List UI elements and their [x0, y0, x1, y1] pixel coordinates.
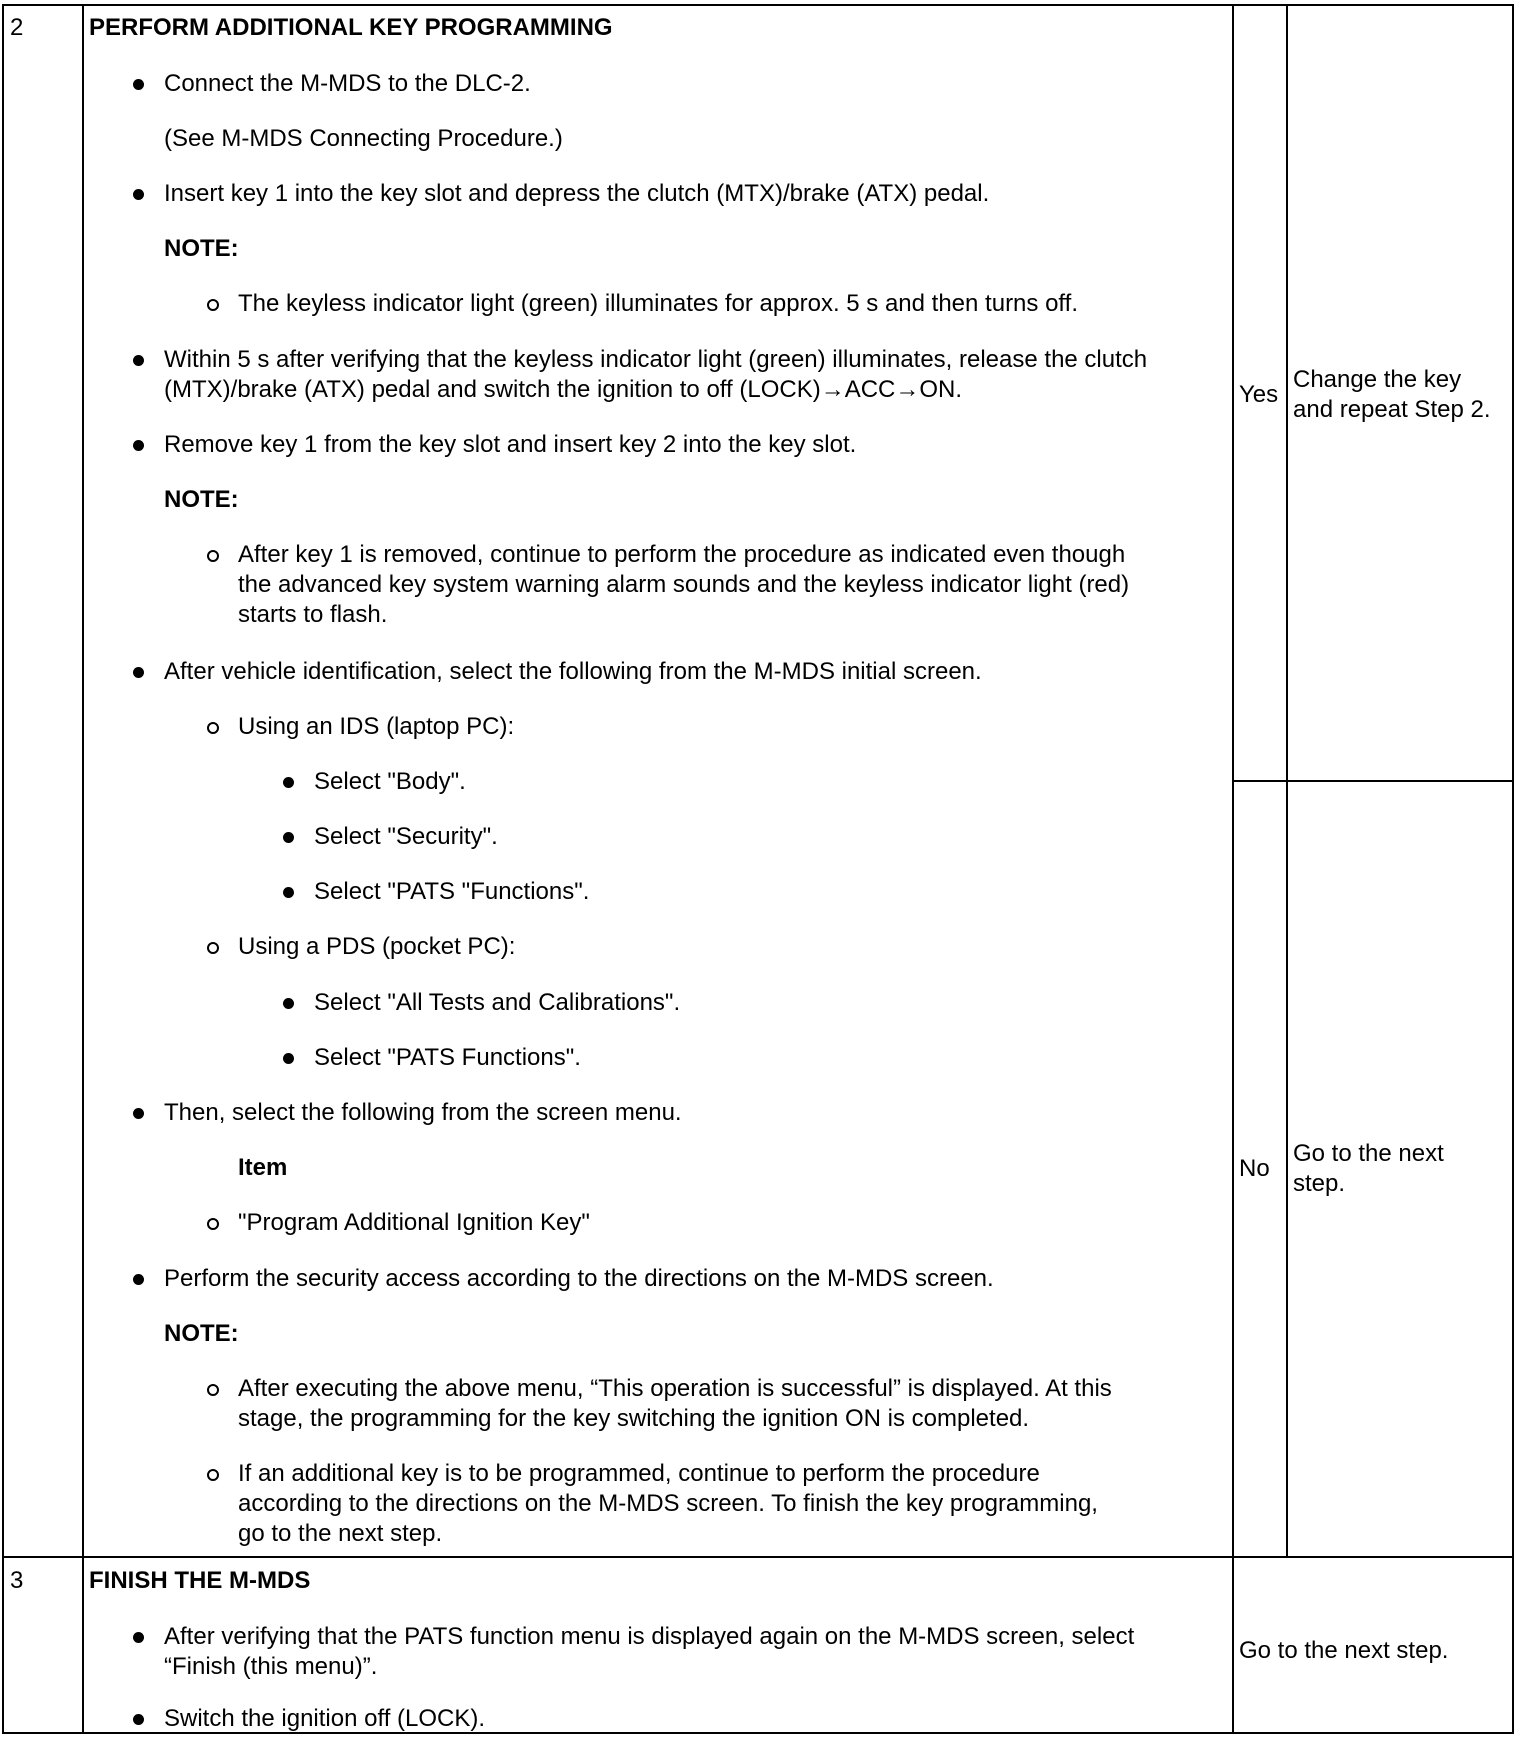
circle-bullet-icon [207, 1218, 219, 1230]
column-divider-content [1232, 4, 1234, 1734]
note-label: NOTE: [164, 1320, 239, 1347]
menu-selection-text: Select "Body". [314, 768, 466, 795]
action-text: Go to the next step. [1239, 1637, 1449, 1664]
note-text: according to the directions on the M-MDS screen. To finish the key programming, [238, 1490, 1098, 1517]
bullet-icon [283, 832, 294, 843]
menu-item-text: "Program Additional Ignition Key" [238, 1209, 590, 1236]
bullet-icon [283, 1053, 294, 1064]
instruction-text: “Finish (this menu)”. [164, 1653, 378, 1680]
item-label: Item [238, 1154, 288, 1181]
menu-selection-text: Select "Security". [314, 823, 498, 850]
note-text: starts to flash. [238, 601, 388, 628]
bullet-icon [133, 355, 144, 366]
note-text: the advanced key system warning alarm sounds and the keyless indicator light (red) [238, 571, 1130, 598]
note-text: After key 1 is removed, continue to perform the procedure as indicated even though [238, 541, 1126, 568]
instruction-text: Connect the M-MDS to the DLC-2. [164, 70, 531, 97]
column-divider-answer [1286, 4, 1288, 1557]
instruction-text: (MTX)/brake (ATX) pedal and switch the ignition to off (LOCK)→ACC→ON. [164, 376, 963, 403]
circle-bullet-icon [207, 550, 219, 562]
instruction-text: Remove key 1 from the key slot and insert key 2 into the key slot. [164, 431, 857, 458]
bullet-icon [283, 998, 294, 1009]
note-text: stage, the programming for the key switching the ignition ON is completed. [238, 1405, 1030, 1432]
answer-no: No [1239, 1155, 1270, 1182]
step-title: PERFORM ADDITIONAL KEY PROGRAMMING [89, 14, 613, 41]
instruction-text: Insert key 1 into the key slot and depress the clutch (MTX)/brake (ATX) pedal. [164, 180, 990, 207]
table-border-right [1512, 4, 1514, 1734]
circle-bullet-icon [207, 299, 219, 311]
menu-selection-text: Select "All Tests and Calibrations". [314, 989, 681, 1016]
action-text: Go to the next [1293, 1140, 1444, 1167]
bullet-icon [133, 1632, 144, 1643]
instruction-text: Within 5 s after verifying that the keyless indicator light (green) illuminates, release the clutch [164, 346, 1148, 373]
instruction-text: Then, select the following from the screen menu. [164, 1099, 682, 1126]
note-text: After executing the above menu, “This operation is successful” is displayed. At this [238, 1375, 1112, 1402]
bullet-icon [133, 79, 144, 90]
result-divider [1232, 780, 1514, 782]
sub-item-text: Using a PDS (pocket PC): [238, 933, 516, 960]
instruction-text: After verifying that the PATS function menu is displayed again on the M-MDS screen, select [164, 1623, 1135, 1650]
note-text: go to the next step. [238, 1520, 443, 1547]
bullet-icon [133, 189, 144, 200]
action-text: step. [1293, 1170, 1346, 1197]
column-divider-number [82, 4, 84, 1734]
action-text: Change the key [1293, 366, 1462, 393]
bullet-icon [283, 887, 294, 898]
instruction-text: Switch the ignition off (LOCK). [164, 1705, 486, 1732]
bullet-icon [283, 777, 294, 788]
action-text: and repeat Step 2. [1293, 396, 1491, 423]
note-label: NOTE: [164, 235, 239, 262]
instruction-text: Perform the security access according to the directions on the M-MDS screen. [164, 1265, 994, 1292]
step-title: FINISH THE M-MDS [89, 1567, 311, 1594]
instruction-text: (See M-MDS Connecting Procedure.) [164, 125, 563, 152]
bullet-icon [133, 1108, 144, 1119]
circle-bullet-icon [207, 722, 219, 734]
answer-yes: Yes [1239, 381, 1279, 408]
circle-bullet-icon [207, 1384, 219, 1396]
bullet-icon [133, 1714, 144, 1725]
note-text: The keyless indicator light (green) illuminates for approx. 5 s and then turns off. [238, 290, 1078, 317]
bullet-icon [133, 1274, 144, 1285]
circle-bullet-icon [207, 1469, 219, 1481]
menu-selection-text: Select "PATS "Functions". [314, 878, 590, 905]
sub-item-text: Using an IDS (laptop PC): [238, 713, 515, 740]
step-number: 3 [10, 1567, 24, 1594]
note-text: If an additional key is to be programmed, continue to perform the procedure [238, 1460, 1040, 1487]
bullet-icon [133, 667, 144, 678]
bullet-icon [133, 440, 144, 451]
table-border-left [2, 4, 4, 1734]
menu-selection-text: Select "PATS Functions". [314, 1044, 581, 1071]
circle-bullet-icon [207, 942, 219, 954]
step-number: 2 [10, 14, 24, 41]
note-label: NOTE: [164, 486, 239, 513]
instruction-text: After vehicle identification, select the following from the M-MDS initial screen. [164, 658, 982, 685]
